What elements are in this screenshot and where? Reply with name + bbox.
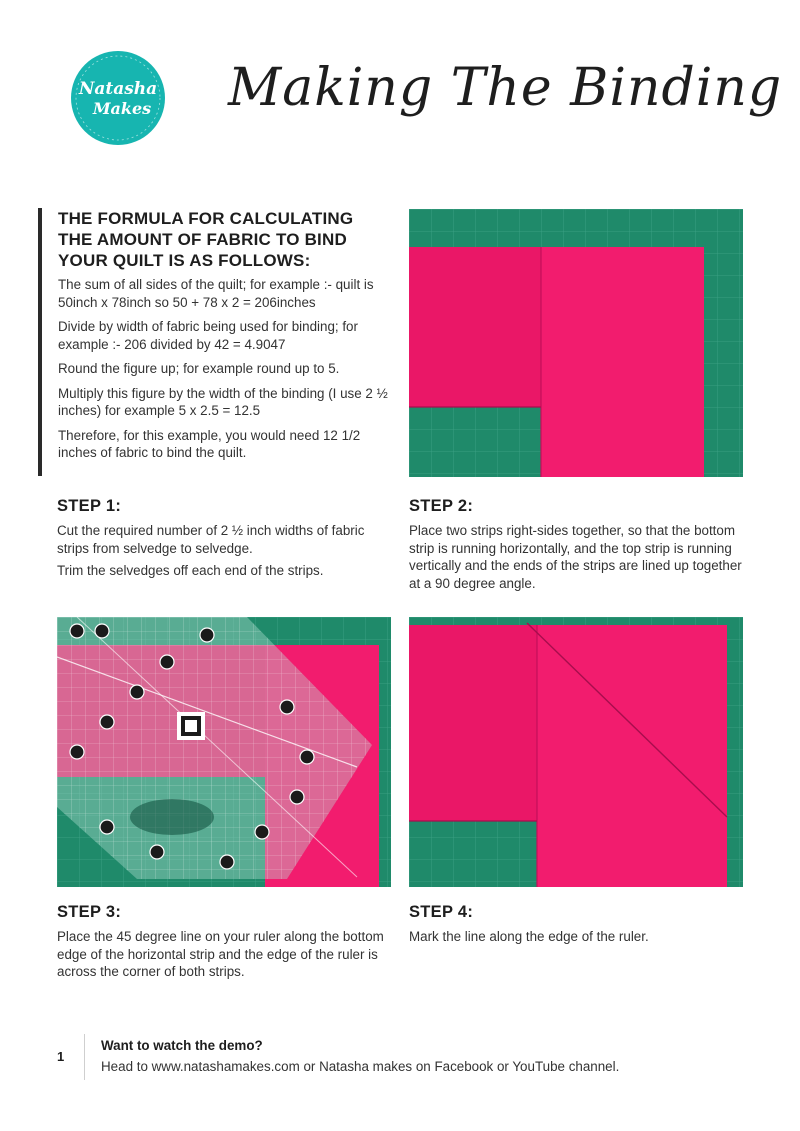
natasha-makes-logo [70,50,166,146]
step-3 [57,903,397,986]
formula-paragraph: Divide by width of fabric being used for binding; for example :- 206 divided by 42 = 4.9047 [58,319,358,352]
formula-heading-line: THE FORMULA FOR CALCULATING [58,209,354,228]
step-heading: STEP 4: [409,903,474,921]
footer-title: Want to watch the demo? [101,1038,263,1053]
page-title: Making The Binding [228,58,783,118]
step2-photo [409,209,743,477]
formula-paragraph: Round the figure up; for example round up to 5. [58,361,340,376]
formula-paragraph: Multiply this figure by the width of the binding (I use 2 ½ inches) for example 5 x 2.5 = 12.5 [58,385,388,418]
formula-heading [58,208,396,271]
step-heading: STEP 2: [409,497,474,515]
step-4 [409,903,749,951]
logo-text-line2: Makes [92,99,152,118]
step-text: Cut the required number of 2 ½ inch widths of fabric strips from selvedge to selvedge. [57,523,365,556]
footer-text: Head to www.natashamakes.com or Natasha makes on Facebook or YouTube channel. [101,1059,620,1074]
step4-photo [409,617,743,887]
formula-heading-line: THE AMOUNT OF FABRIC TO BIND [58,230,347,249]
page-number: 1 [57,1049,65,1064]
step-1 [57,497,397,585]
footer-divider [84,1034,85,1080]
step-heading: STEP 3: [57,903,122,921]
formula-section [38,208,396,476]
formula-paragraph: The sum of all sides of the quilt; for example :- quilt is 50inch x 78inch so 50 + 78 x 2 = 206inches [58,277,374,310]
step-text: Place the 45 degree line on your ruler along the bottom edge of the horizontal strip and the edge of the ruler is across the corner of both strips. [57,929,384,979]
step-text: Trim the selvedges off each end of the strips. [57,563,324,578]
step-heading: STEP 1: [57,497,122,515]
step-text: Mark the line along the edge of the ruler. [409,929,649,944]
step-text: Place two strips right-sides together, so that the bottom strip is running horizontally, and the top strip is running vertically and the ends of the strips are lined up together at a 90 degree angle. [409,523,742,591]
formula-paragraph: Therefore, for this example, you would need 12 1/2 inches of fabric to bind the quilt. [58,427,361,460]
step3-photo [57,617,391,887]
logo-text-line1: Natasha [78,79,158,99]
formula-heading-line: YOUR QUILT IS AS FOLLOWS: [58,251,311,270]
step-2 [409,497,749,597]
